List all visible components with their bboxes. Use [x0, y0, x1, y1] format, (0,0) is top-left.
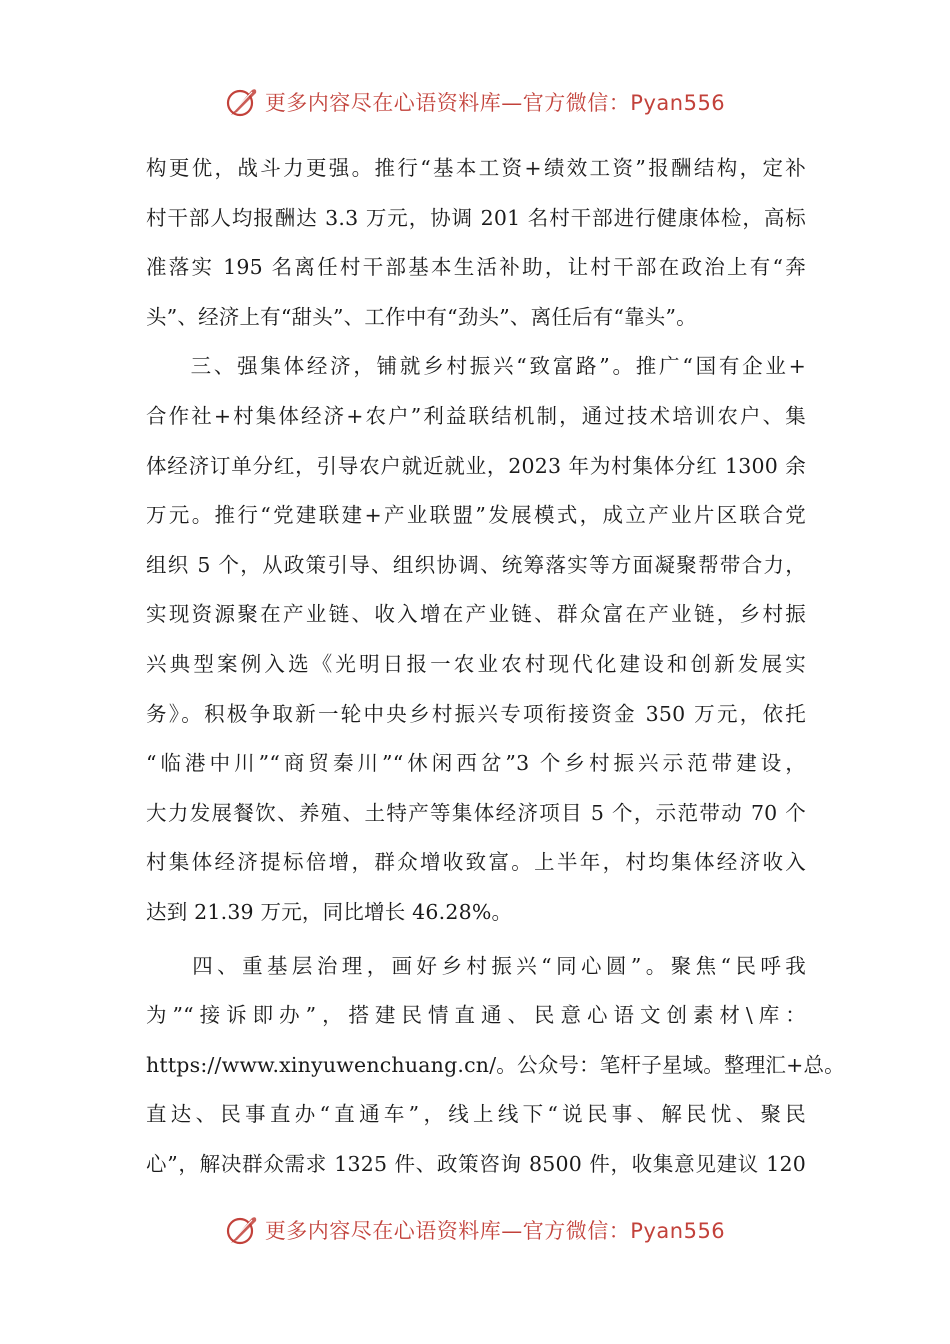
- text-line: 头”、经济上有“甜头”、工作中有“劲头”、离任后有“靠头”。: [146, 304, 697, 329]
- text-line: https://www.xinyuwenchuang.cn/。公众号：笔杆子星域。整理汇+总。: [146, 1052, 845, 1077]
- text-line: 实现资源聚在产业链、收入增在产业链、群众富在产业链，乡村振: [146, 602, 806, 627]
- text-line: 万元。推行“党建联建+产业联盟”发展模式，成立产业片区联合党: [146, 503, 806, 528]
- text-line: 为”“接诉即办”，搭建民情直通、民意心语文创素材\库：: [146, 1003, 806, 1028]
- text-line: 直达、民事直办“直通车”，线上线下“说民事、解民忧、聚民: [146, 1102, 806, 1127]
- text-line: 构更优，战斗力更强。推行“基本工资+绩效工资”报酬结构，定补: [146, 156, 806, 180]
- text-line: 村集体经济提标倍增，群众增收致富。上半年，村均集体经济收入: [146, 850, 806, 875]
- text-line-content: 三、强集体经济，铺就乡村振兴“致富路”。推广“国有企业+: [188, 354, 806, 379]
- quill-logo-icon: [225, 1213, 259, 1247]
- text-line: 心”，解决群众需求 1325 件、政策咨询 8500 件，收集意见建议 120: [146, 1151, 806, 1176]
- text-line: 合作社+村集体经济+农户”利益联结机制，通过技术培训农户、集: [146, 403, 806, 428]
- text-line: “临港中川”“商贸秦川”“休闲西岔”3 个乡村振兴示范带建设，: [146, 751, 806, 776]
- paragraph: [146, 144, 806, 342]
- text-line: 达到 21.39 万元，同比增长 46.28%。: [146, 899, 513, 924]
- text-line: 大力发展餐饮、养殖、土特产等集体经济项目 5 个，示范带动 70 个: [146, 800, 806, 825]
- quill-logo-icon: [225, 85, 259, 119]
- text-line-first: [146, 942, 806, 992]
- watermark-header: [0, 82, 950, 122]
- text-line: 体经济订单分红，引导农户就近就业，2023 年为村集体分红 1300 余: [146, 453, 806, 478]
- text-line-first: [146, 342, 806, 392]
- text-line-content: 四、重基层治理，画好乡村振兴“同心圆”。聚焦“民呼我: [188, 953, 806, 978]
- text-line: 村干部人均报酬达 3.3 万元，协调 201 名村干部进行健康体检，高标: [146, 205, 806, 230]
- watermark-text: 更多内容尽在心语资料库—官方微信：Pyan556: [264, 91, 726, 115]
- document-body: [146, 144, 845, 1189]
- text-line: 组织 5 个，从政策引导、组织协调、统筹落实等方面凝聚帮带合力，: [146, 552, 806, 577]
- text-line: 务》。积极争取新一轮中央乡村振兴专项衔接资金 350 万元，依托: [146, 701, 806, 726]
- text-line: 兴典型案例入选《光明日报一农业农村现代化建设和创新发展实: [146, 651, 806, 676]
- paragraph: [146, 342, 806, 937]
- paragraph: [146, 942, 845, 1190]
- watermark-footer: [0, 1210, 950, 1250]
- watermark-text: 更多内容尽在心语资料库—官方微信：Pyan556: [264, 1219, 726, 1243]
- text-line: 准落实 195 名离任村干部基本生活补助，让村干部在政治上有“奔: [146, 255, 806, 280]
